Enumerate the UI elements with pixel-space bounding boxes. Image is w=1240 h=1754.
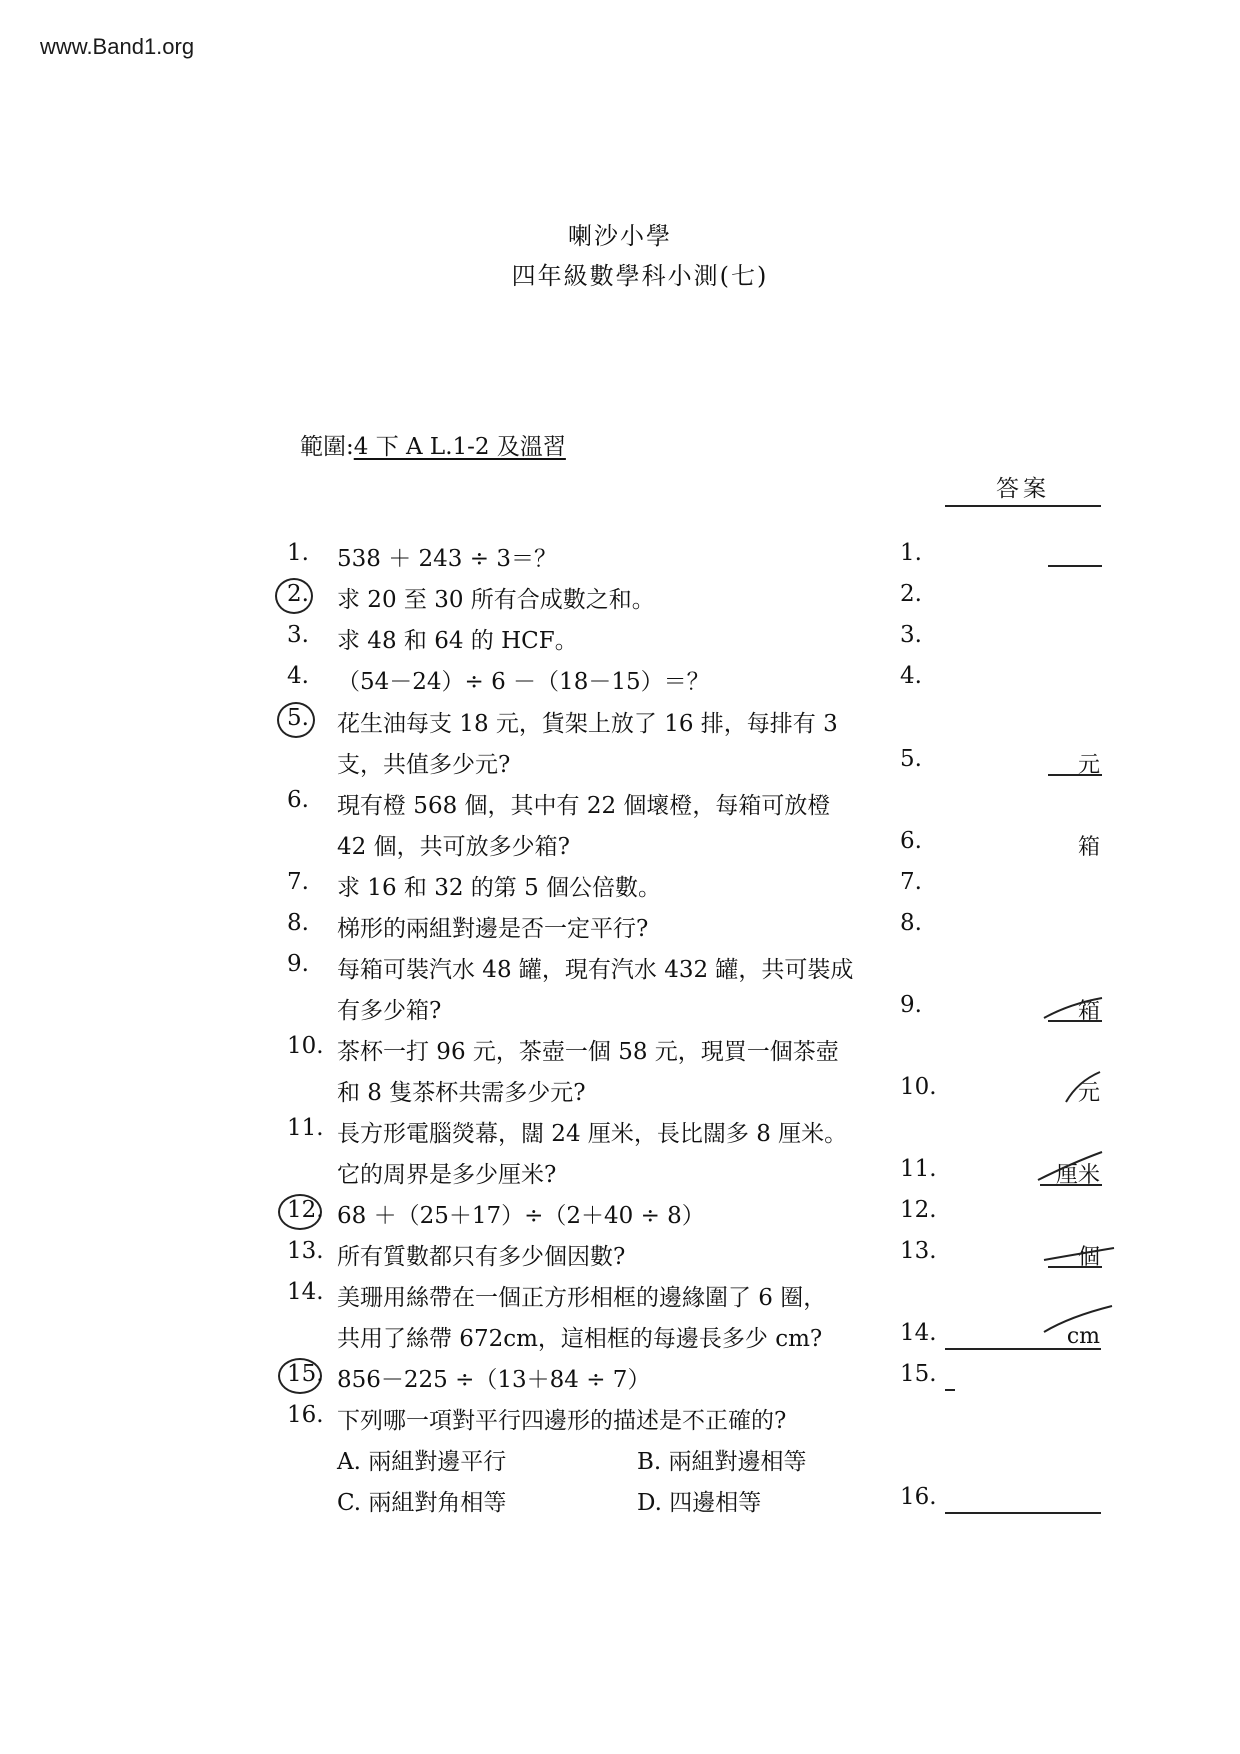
question-text: （54－24）÷ 6 －（18－15）＝？ [337,669,710,695]
question-text: 支，共值多少元? [337,752,511,778]
question-text: 求 16 和 32 的第 5 個公倍數。 [337,875,662,901]
strike-mark [1040,996,1106,1022]
question-number: 13. [287,1238,324,1264]
answer-line [945,1389,955,1391]
option-letter: D. [637,1490,662,1516]
question-number: 3. [287,622,309,648]
answer-number: 16. [900,1484,937,1510]
question-number: 10. [287,1033,324,1059]
question-number: 15. [287,1361,324,1387]
question-number: 7. [287,869,309,895]
answer-number: 4. [900,663,922,689]
option-text: 兩組對邊平行 [368,1449,507,1475]
question-text: 共用了絲帶 672cm，這相框的每邊長多少 cm? [337,1326,823,1352]
answer-number: 12. [900,1197,937,1223]
answer-unit: 箱 [1077,835,1100,860]
answer-unit: 個 [1077,1245,1100,1270]
question-text: 和 8 隻茶杯共需多少元? [337,1080,586,1106]
question-text: 現有橙 568 個，其中有 22 個壞橙，每箱可放橙 [337,793,831,819]
question-number: 5. [287,705,309,731]
strike-mark [1060,1068,1104,1108]
question-number: 4. [287,663,309,689]
test-title: 四年級數學科小測(七) [511,262,769,290]
answer-number: 5. [900,746,922,772]
question-number: 8. [287,910,309,936]
strike-mark [1040,1244,1118,1264]
answer-number: 6. [900,828,922,854]
question-text: 長方形電腦熒幕，闊 24 厘米，長比闊多 8 厘米。 [337,1121,848,1147]
answer-unit: 厘米 [1055,1163,1100,1188]
question-number: 9. [287,951,309,977]
answer-unit: 元 [1077,753,1100,778]
question-text: 求 48 和 64 的 HCF。 [337,628,578,654]
answer-unit: 元 [1077,1081,1100,1106]
option-text: 兩組對邊相等 [668,1449,807,1475]
answer-number: 15. [900,1361,937,1387]
answer-number: 9. [900,992,922,1018]
answer-number: 14. [900,1320,937,1346]
question-text: 花生油每支 18 元，貨架上放了 16 排，每排有 3 [337,711,838,737]
question-text: 茶杯一打 96 元，茶壺一個 58 元，現買一個茶壺 [337,1039,839,1065]
question-text: 856－225 ÷（13＋84 ÷ 7） [337,1367,651,1393]
option-b [637,1443,807,1476]
answer-number: 11. [900,1156,937,1182]
scope [300,428,566,461]
question-text: 它的周界是多少厘米? [337,1162,557,1188]
question-text: 每箱可裝汽水 48 罐，現有汽水 432 罐，共可裝成 [337,957,854,983]
option-a [337,1443,506,1476]
option-letter: C. [337,1490,362,1516]
question-number: 16. [287,1402,324,1428]
option-d [637,1484,761,1517]
option-text: 兩組對角相等 [368,1490,507,1516]
option-text: 四邊相等 [669,1490,762,1516]
option-letter: A. [337,1449,361,1475]
question-text: 求 20 至 30 所有合成數之和。 [337,587,655,613]
answer-number: 7. [900,869,922,895]
option-c [337,1484,506,1517]
scope-label: 範圍: [300,434,354,460]
answer-number: 8. [900,910,922,936]
question-number: 1. [287,540,309,566]
question-text: 所有質數都只有多少個因數? [337,1244,626,1270]
answer-line [945,1512,1101,1514]
answer-number: 3. [900,622,922,648]
answer-number: 13. [900,1238,937,1264]
watermark: www.Band1.org [40,34,195,59]
question-number: 6. [287,787,309,813]
question-text: 42 個，共可放多少箱? [337,834,570,860]
answer-header: 答案 [945,470,1101,507]
strike-mark [1040,1304,1116,1338]
option-letter: B. [637,1449,662,1475]
question-text: 梯形的兩組對邊是否一定平行? [337,916,649,942]
scope-value: 4 下 A L.1-2 及溫習 [353,434,566,460]
strike-mark [1034,1150,1106,1186]
answer-unit: cm [1066,1324,1100,1349]
question-number: 2. [287,581,309,607]
question-text: 68 ＋（25＋17）÷（2＋40 ÷ 8） [337,1203,705,1229]
answer-unit: 箱 [1077,999,1100,1024]
question-text: 下列哪一項對平行四邊形的描述是不正確的? [337,1408,787,1434]
question-text: 美珊用絲帶在一個正方形相框的邊緣圍了 6 圈， [337,1285,827,1311]
answer-number: 1. [900,540,922,566]
question-number: 14. [287,1279,324,1305]
answer-number: 10. [900,1074,937,1100]
school-name: 喇沙小學 [568,222,672,250]
question-text: 有多少箱? [337,998,442,1024]
answer-number: 2. [900,581,922,607]
answer-line [1048,565,1102,567]
question-text: 538 ＋ 243 ÷ 3＝？ [337,546,557,572]
question-number: 11. [287,1115,324,1141]
question-number: 12. [287,1197,324,1223]
